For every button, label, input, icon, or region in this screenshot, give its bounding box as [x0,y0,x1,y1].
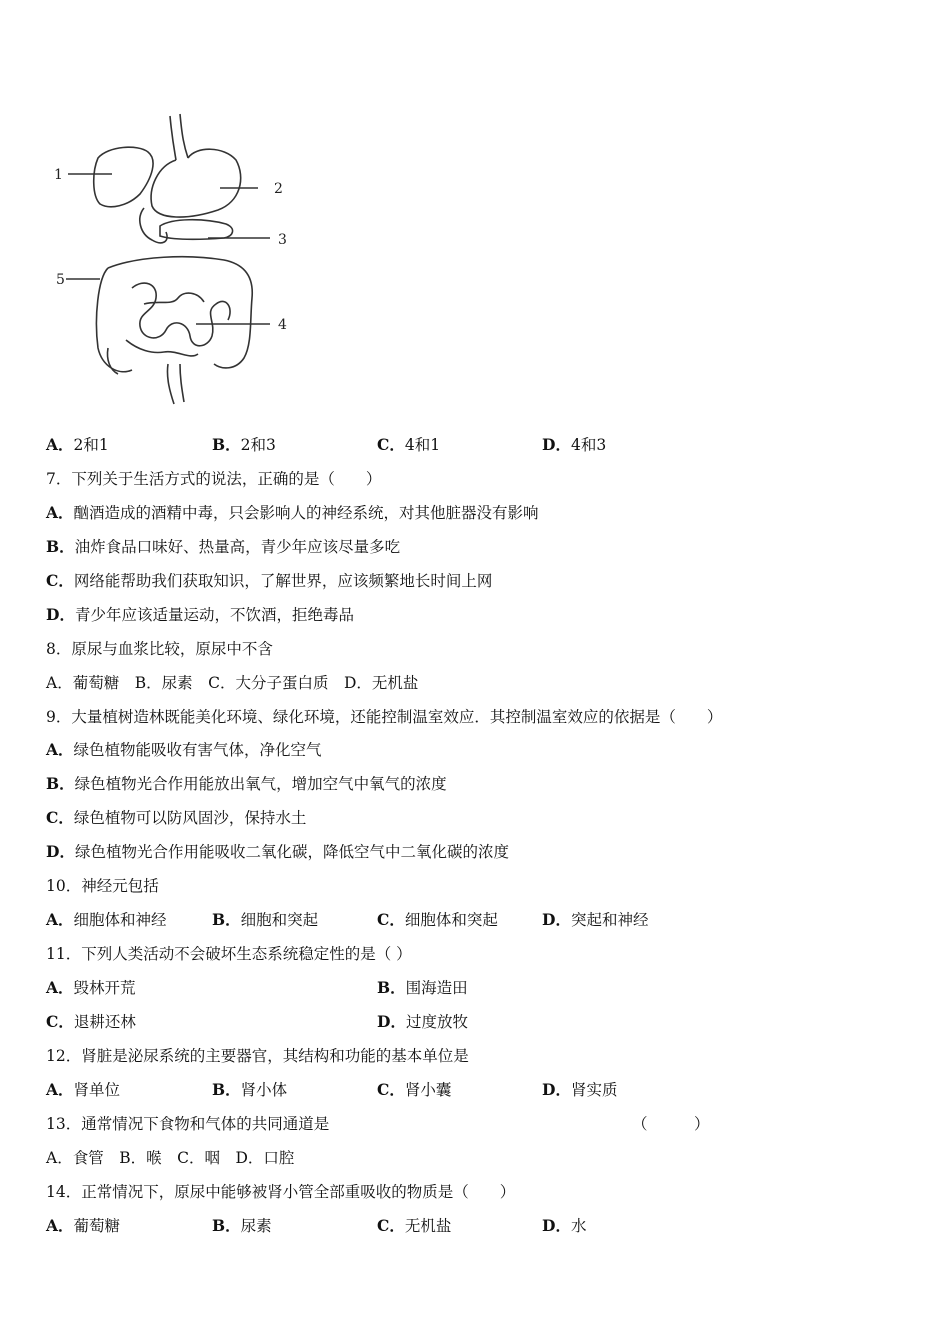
q11-option-d[interactable] [377,1012,468,1032]
option-letter: B． [46,774,75,793]
q11-stem: 11．下列人类活动不会破坏生态系统稳定性的是（ ） [46,945,412,963]
option-letter: A． [46,1216,74,1235]
option-letter: B． [377,978,406,997]
option-letter: D． [542,910,571,929]
q7-option-a[interactable] [46,503,539,523]
q9-option-c[interactable] [46,808,306,828]
option-letter: A． [46,435,74,454]
q10-option-d[interactable] [542,910,648,930]
option-letter: B． [212,1216,241,1235]
q10-stem: 10．神经元包括 [46,877,159,895]
figure-label-2: 2 [274,181,283,197]
option-letter: B． [212,910,241,929]
figure-label-3: 3 [278,232,287,248]
option-letter: C． [377,910,405,929]
option-text: 肾实质 [570,1081,618,1099]
option-text: 4和3 [570,436,607,454]
option-text: 毁林开荒 [73,979,136,997]
option-letter: B． [212,435,241,454]
option-letter: C． [377,435,405,454]
option-letter: D． [542,1080,571,1099]
option-letter: C． [46,1012,74,1031]
q13-options[interactable]: A．食管 B．喉 C．咽 D．口腔 [46,1149,295,1167]
option-text: 无机盐 [404,1217,452,1235]
option-letter: A． [46,503,74,522]
q10-option-c[interactable] [377,910,498,930]
option-letter: A． [46,740,74,759]
q14-option-a[interactable] [46,1216,120,1236]
option-text: 尿素 [240,1217,272,1235]
option-text: 细胞体和神经 [73,911,167,929]
option-text: 绿色植物可以防风固沙，保持水土 [73,809,307,827]
option-letter: D． [46,842,75,861]
option-text: 2和1 [73,436,109,454]
q14-option-b[interactable] [212,1216,272,1236]
q12-stem: 12．肾脏是泌尿系统的主要器官，其结构和功能的基本单位是 [46,1047,469,1065]
option-text: 过度放牧 [405,1013,468,1031]
q7-option-d[interactable] [46,605,354,625]
q9-option-d[interactable] [46,842,509,862]
q6-option-b[interactable] [212,435,276,455]
q10-option-a[interactable] [46,910,167,930]
option-text: 肾小体 [240,1081,288,1099]
option-text: 葡萄糖 [73,1217,121,1235]
q11-option-c[interactable] [46,1012,136,1032]
option-letter: D． [46,605,75,624]
q8-stem: 8．原尿与血浆比较，原尿中不含 [46,640,273,658]
q12-option-b[interactable] [212,1080,287,1100]
figure-label-1: 1 [54,167,63,183]
q9-stem: 9．大量植树造林既能美化环境、绿化环境，还能控制温室效应．其控制温室效应的依据是（ ） [46,708,723,726]
q12-option-a[interactable] [46,1080,120,1100]
option-text: 细胞体和突起 [404,911,498,929]
digestive-system-diagram [48,108,308,413]
option-text: 油炸食品口味好、热量高，青少年应该尽量多吃 [74,538,401,556]
option-letter: B． [212,1080,241,1099]
q7-option-b[interactable] [46,537,400,557]
digestive-system-figure [48,108,308,413]
q11-option-b[interactable] [377,978,468,998]
option-text: 绿色植物能吸收有害气体，净化空气 [73,741,322,759]
option-letter: A． [46,978,74,997]
q9-option-a[interactable] [46,740,322,760]
q13-stem: 13．通常情况下食物和气体的共同通道是 [46,1115,330,1133]
q7-stem: 7．下列关于生活方式的说法，正确的是（ ） [46,470,382,488]
figure-label-5: 5 [56,272,65,288]
q6-option-d[interactable] [542,435,606,455]
option-text: 水 [570,1217,587,1235]
option-text: 绿色植物光合作用能吸收二氧化碳，降低空气中二氧化碳的浓度 [74,843,509,861]
option-text: 退耕还林 [73,1013,136,1031]
option-letter: C． [377,1216,405,1235]
q10-option-b[interactable] [212,910,318,930]
q7-option-c[interactable] [46,571,492,591]
q13-answer-paren: （ ） [632,1115,710,1133]
option-text: 细胞和突起 [240,911,319,929]
q11-option-a[interactable] [46,978,136,998]
option-text: 4和1 [404,436,441,454]
q14-option-c[interactable] [377,1216,451,1236]
option-letter: C． [377,1080,405,1099]
option-text: 围海造田 [405,979,468,997]
q6-option-a[interactable] [46,435,109,455]
option-letter: D． [542,1216,571,1235]
option-text: 绿色植物光合作用能放出氧气，增加空气中氧气的浓度 [74,775,447,793]
q12-option-c[interactable] [377,1080,451,1100]
option-letter: C． [46,571,74,590]
option-text: 2和3 [240,436,276,454]
q6-option-c[interactable] [377,435,440,455]
q14-option-d[interactable] [542,1216,586,1236]
option-text: 肾小囊 [404,1081,452,1099]
option-text: 肾单位 [73,1081,121,1099]
option-letter: A． [46,1080,74,1099]
option-letter: C． [46,808,74,827]
q12-option-d[interactable] [542,1080,617,1100]
option-text: 突起和神经 [570,911,649,929]
option-letter: D． [542,435,571,454]
option-text: 青少年应该适量运动，不饮酒，拒绝毒品 [74,606,354,624]
option-letter: D． [377,1012,406,1031]
option-letter: A． [46,910,74,929]
q8-options[interactable]: A．葡萄糖 B．尿素 C．大分子蛋白质 D．无机盐 [46,674,419,692]
q9-option-b[interactable] [46,774,447,794]
q14-stem: 14．正常情况下，原尿中能够被肾小管全部重吸收的物质是（ ） [46,1183,516,1201]
figure-label-4: 4 [278,317,287,333]
option-text: 酗酒造成的酒精中毒，只会影响人的神经系统，对其他脏器没有影响 [73,504,539,522]
option-letter: B． [46,537,75,556]
option-text: 网络能帮助我们获取知识，了解世界，应该频繁地长时间上网 [73,572,493,590]
